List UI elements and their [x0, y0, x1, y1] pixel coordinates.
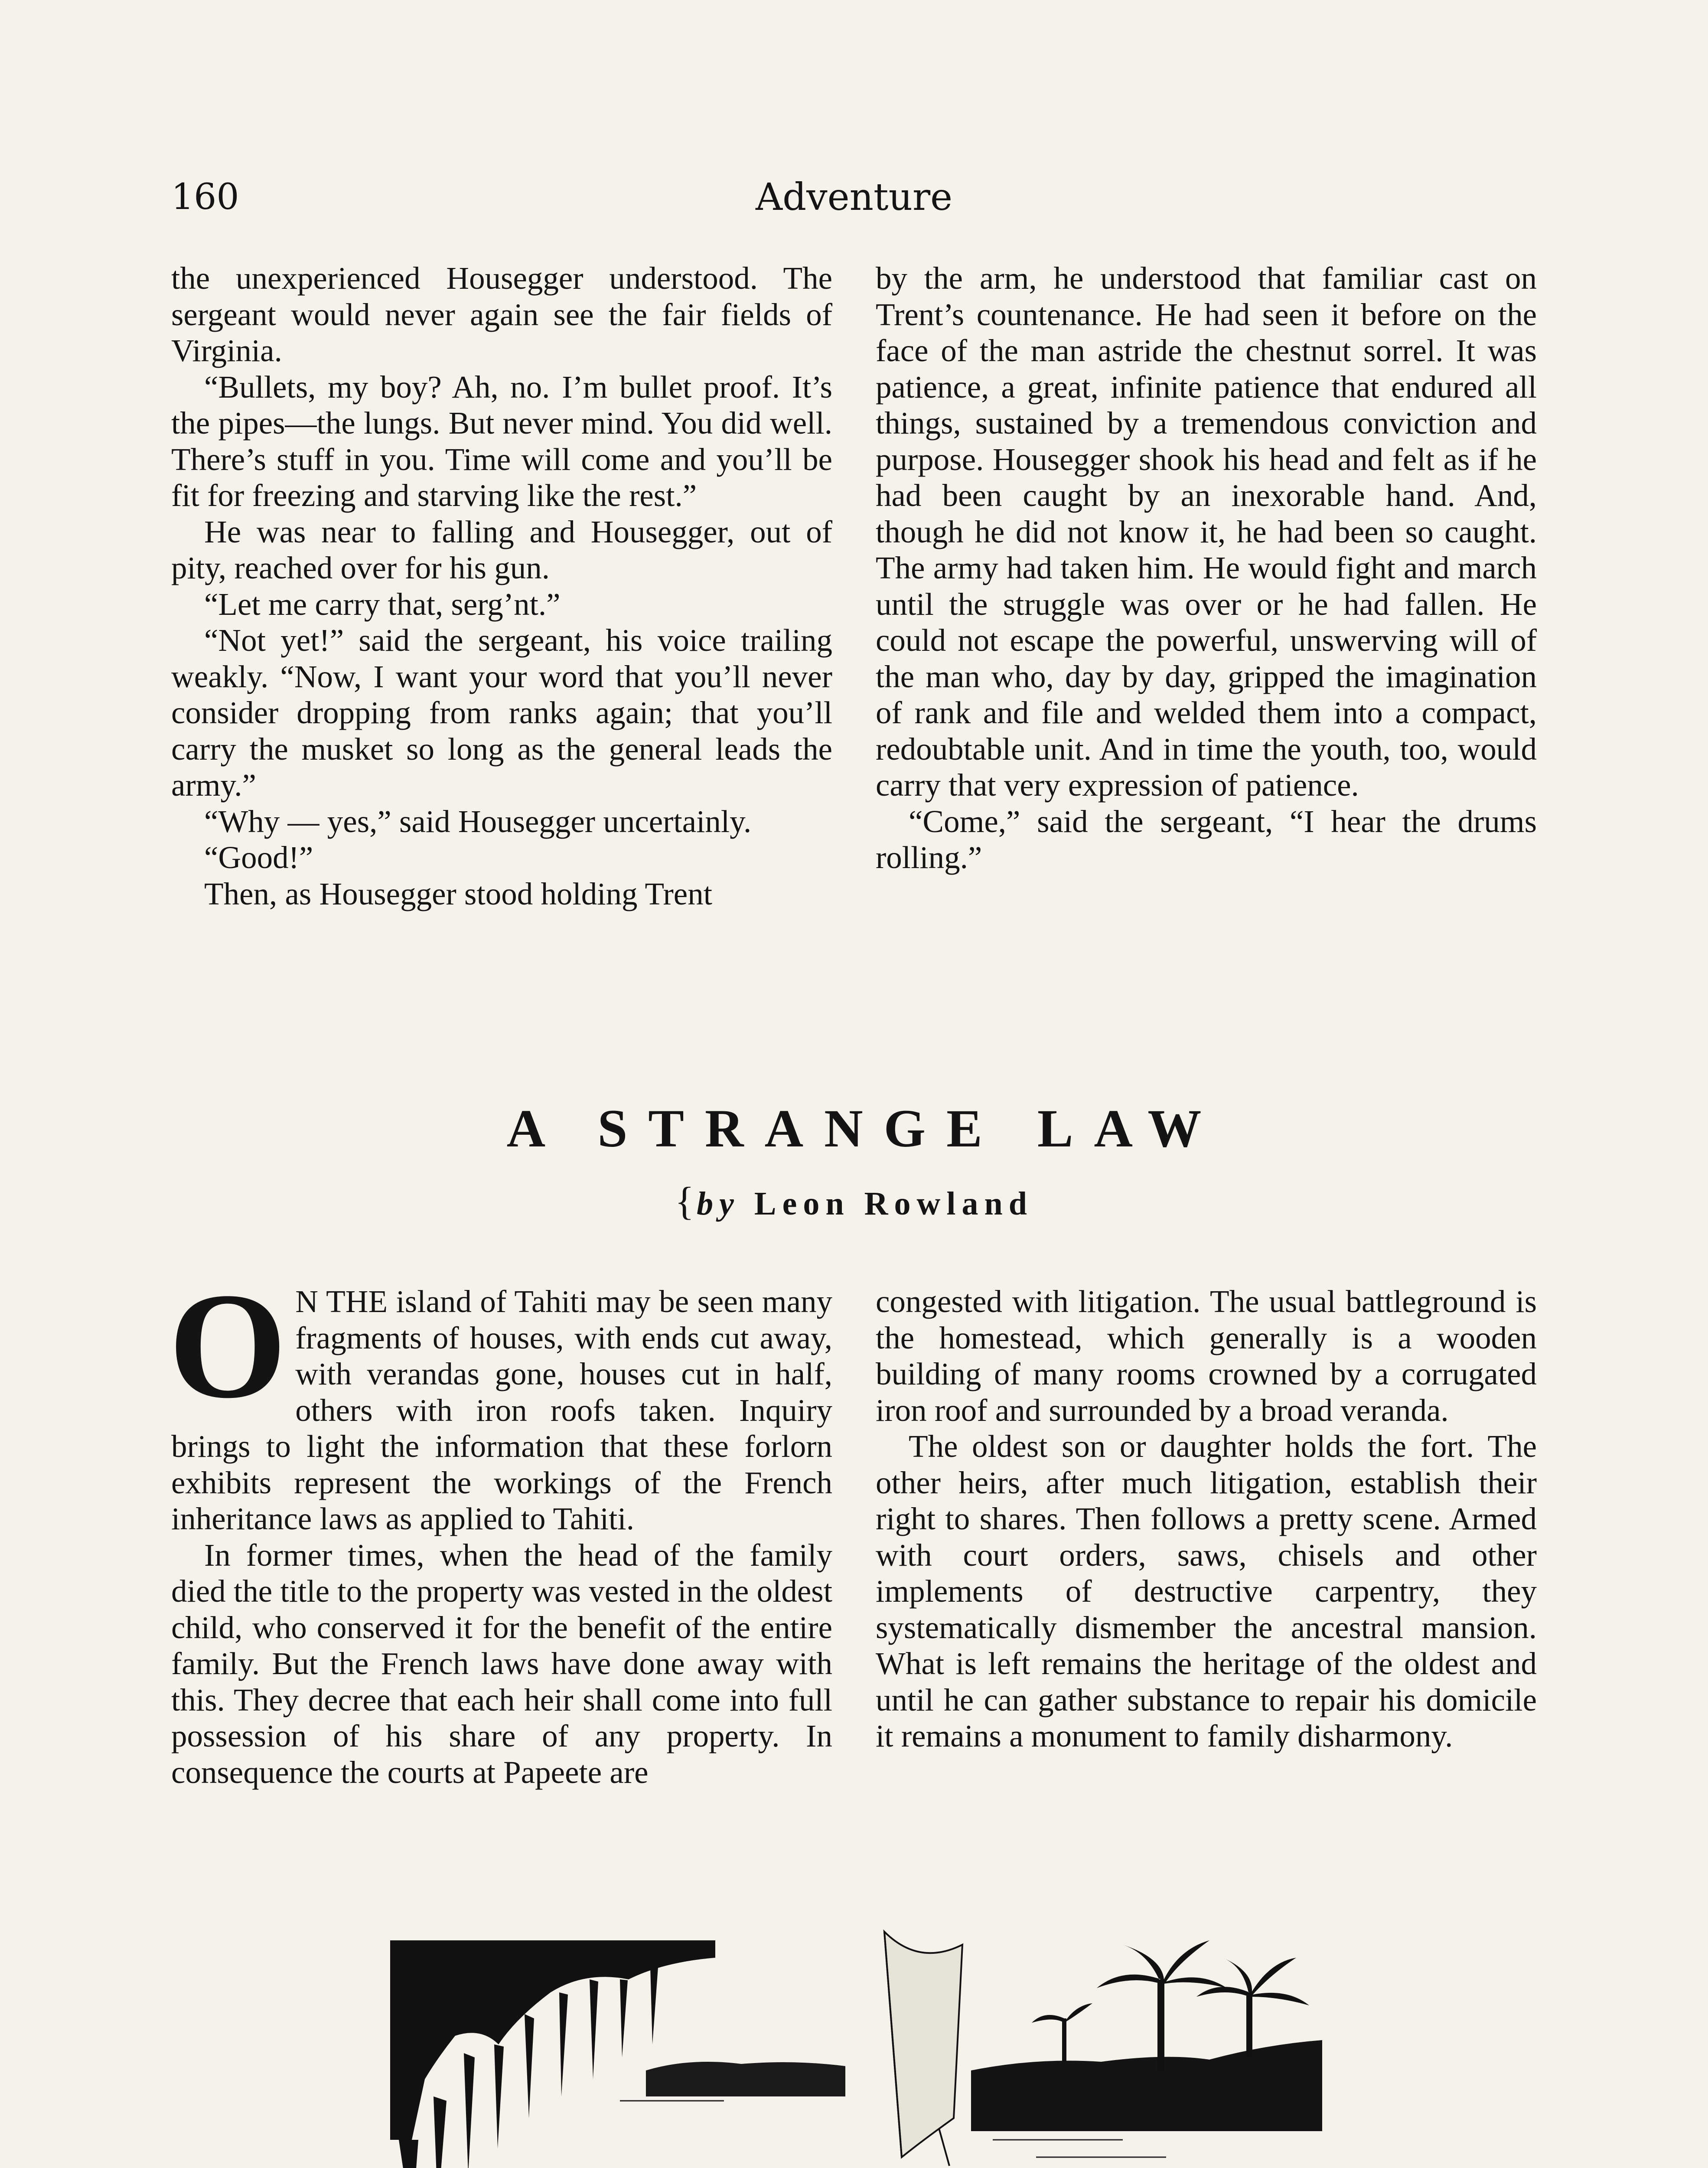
paragraph: “Why — yes,” said Housegger uncertainly. — [204, 803, 752, 839]
story-end-left-column — [171, 260, 832, 912]
byline-brace: { — [675, 1179, 697, 1223]
article-left-column — [169, 1261, 832, 1790]
story-end-right-column — [876, 260, 1537, 912]
paragraph: Then, as Housegger stood holding Trent — [204, 876, 712, 911]
paragraph: The oldest son or daughter holds the fort. The other heirs, after much litigation, establish their right to shares. Then follows a pretty scene. Armed with court orders, saws, chisels and other implements of destructive carpentry, they systematically dismember the ancestral mansion. What is left remains the heritage of the oldest and until he can gather substance to repair his domicile it remains a monument to family disharmony. — [876, 1429, 1537, 1753]
page-header — [171, 171, 1537, 223]
article-right-column — [876, 1283, 1537, 1790]
page-number: 160 — [171, 176, 239, 218]
paragraph: “Come,” said the sergeant, “I hear the drums rolling.” — [876, 803, 1537, 875]
paragraph: congested with litigation. The usual battleground is the homestead, which generally is a wooden building of many rooms crowned by a corrugated iron roof and surrounded by a broad veranda. — [876, 1284, 1537, 1428]
article-columns — [169, 1261, 1537, 1790]
paragraph: the unexperienced Housegger understood. The sergeant would never again see the fair fields of Virginia. — [171, 261, 832, 368]
byline-author: Leon Rowland — [754, 1185, 1033, 1222]
article-title: A STRANGE LAW — [506, 1099, 1222, 1159]
paragraph: “Bullets, my boy? Ah, no. I’m bullet proof. It’s the pipes—the lungs. But never mind. You did well. There’s stuff in you. Time will come and you’ll be fit for freezing and starving like the rest.” — [171, 369, 832, 513]
paragraph: “Not yet!” said the sergeant, his voice trailing weakly. “Now, I want your word that you’ll never consider dropping from ranks again; that you’ll carry the musket so long as the general leads the army.” — [171, 623, 832, 803]
paragraph: In former times, when the head of the family died the title to the property was vested in the oldest child, who conserved it for the benefit of the entire family. But the French laws have done away with this. They decree that each heir shall come into full possession of his share of any property. In consequence the courts at Papeete are — [171, 1537, 832, 1790]
story-end-columns — [171, 260, 1537, 912]
running-head: Adventure — [756, 176, 952, 219]
paragraph: by the arm, he understood that familiar cast on Trent’s countenance. He had seen it before on the face of the man astride the chestnut sorrel. It was patience, a great, infinite patience that endured all things, sustained by a tremendous conviction and purpose. Housegger shook his head and felt as if he had been caught by an inexorable hand. And, though he did not know it, he had been so caught. The army had taken him. He would fight and march until the struggle was over or he had fallen. He could not escape the powerful, unswerving will of the man who, day by day, gripped the imagination of rank and file and welded them into a compact, redoubtable unit. And in time the youth, too, would carry that very expression of patience. — [876, 261, 1537, 803]
paragraph: “Good!” — [204, 840, 313, 875]
byline-by: by — [697, 1185, 740, 1222]
paragraph: “Let me carry that, serg’nt.” — [204, 586, 561, 622]
far-shore — [646, 2062, 845, 2096]
drop-cap: O — [169, 1261, 287, 1430]
sailboat-illustration — [386, 1914, 1331, 2168]
opening-text: N THE island of Tahiti may be seen many fragments of houses, with ends cut away, with verandas gone, houses cut in half, others with iron roofs taken. Inquiry brings to light the information that these forlorn exhibits represent the workings of the French inheritance laws as applied to Tahiti. — [171, 1284, 832, 1536]
paragraph: He was near to falling and Housegger, out of pity, reached over for his gun. — [171, 514, 832, 585]
byline — [0, 1179, 1708, 1225]
opening-paragraph — [169, 1261, 832, 1537]
